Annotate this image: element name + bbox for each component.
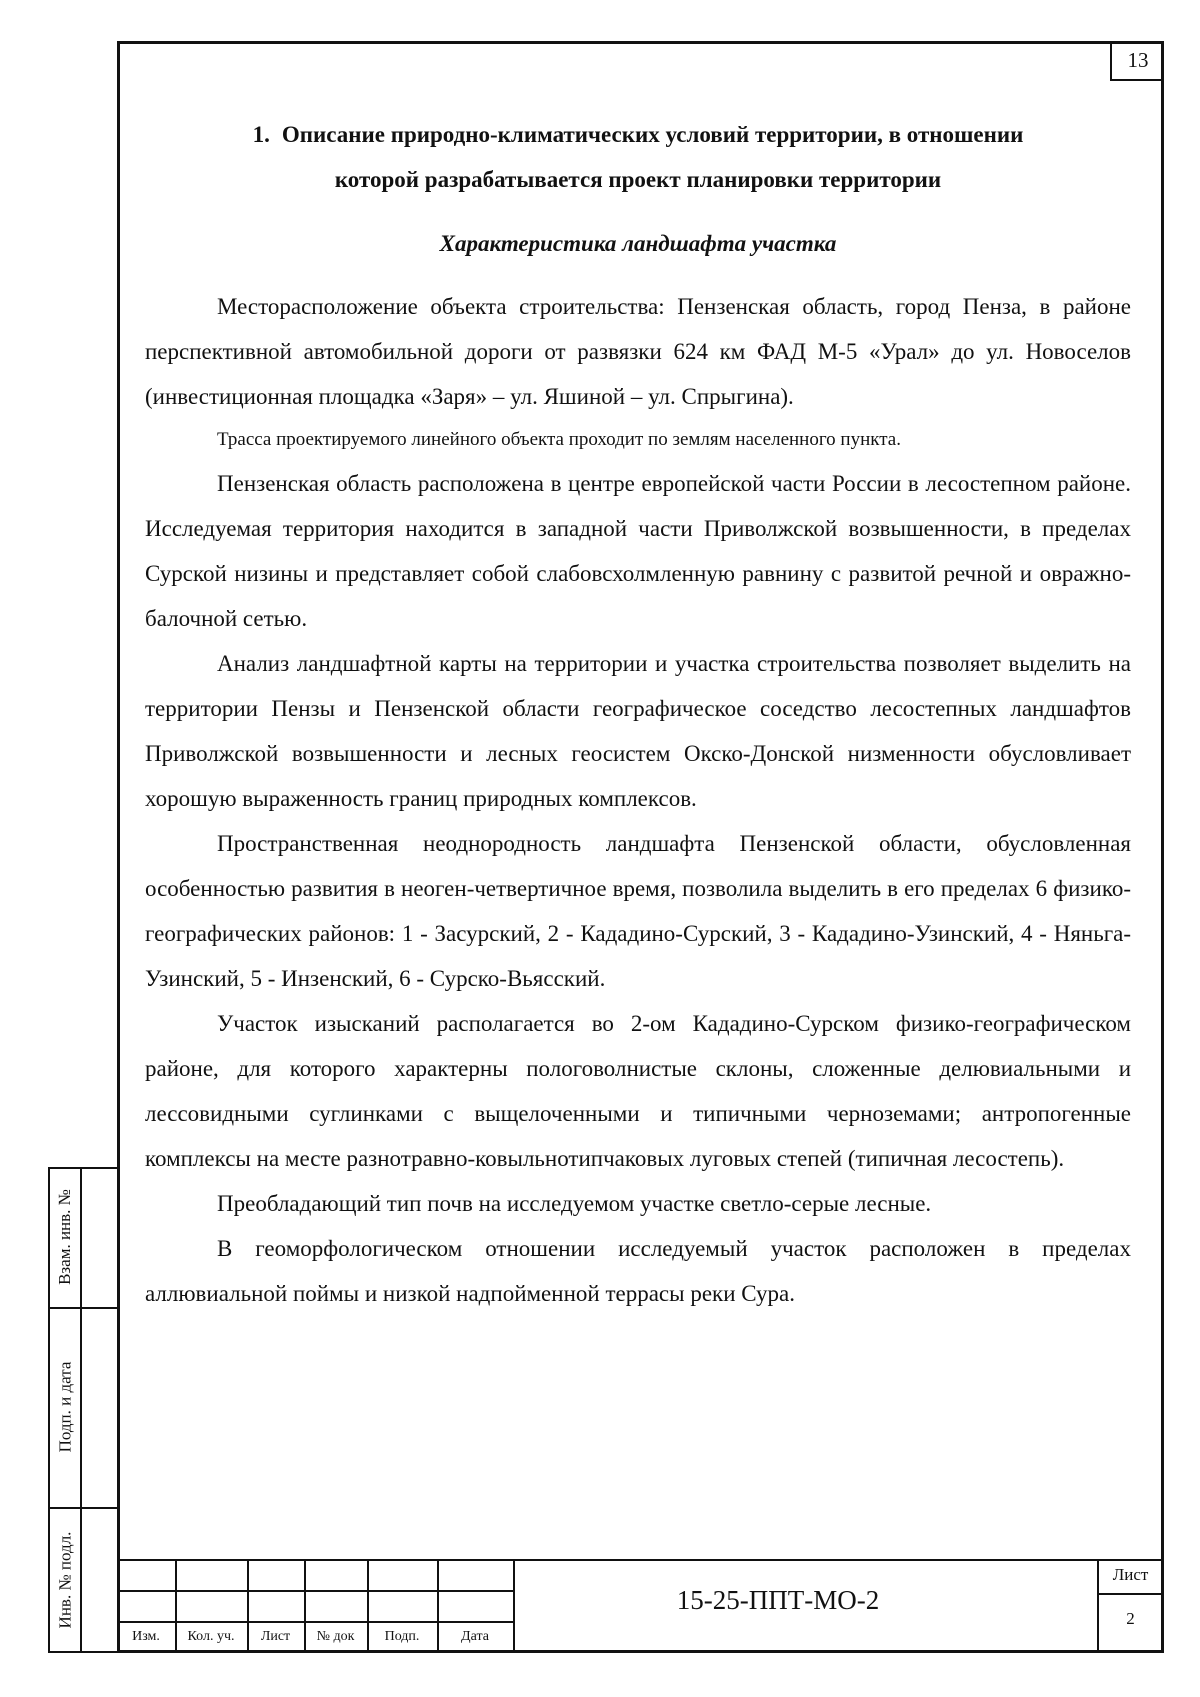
tb-dok-label: № док (316, 1629, 355, 1644)
sidebar-vzam-cell (48, 1167, 82, 1307)
tb-izm-label: Изм. (132, 1629, 160, 1644)
paragraph-route: Трасса проектируемого линейного объекта проходит по землям населенного пункта. (217, 429, 901, 450)
sidebar-inv-cell (48, 1507, 82, 1653)
document-code: 15-25-ППТ-МО-2 (676, 1585, 880, 1615)
sidebar-podp-label: Подп. и дата (55, 1361, 75, 1453)
tb-top-line (117, 1559, 1164, 1561)
sidebar-inv-label: Инв. № подл. (55, 1531, 74, 1629)
tb-data-label: Дата (461, 1629, 489, 1644)
section-heading-line2: которой разрабатывается проект планировки территории (334, 167, 942, 192)
tb-sheet-number: 2 (1126, 1609, 1135, 1628)
paragraph-region: Пензенская область расположена в центре европейской части России в лесостепном районе. Исследуемая территория находится в западной части Приволжской возвышенности, в пределах Сурской низины и представляет собой слабовсхолмленную равнину с развитой речной и овражно-балочной сетью. (145, 471, 1131, 631)
tb-list-col-label: Лист (260, 1629, 291, 1644)
sidebar-podp-cell (48, 1307, 82, 1507)
title-block (117, 1559, 1164, 1653)
paragraph-districts: Пространственная неоднородность ландшафта Пензенской области, обусловленная особенностью развития в неоген-четвертичное время, позволила выделить в его пределах 6 физико-географических районов: 1 - Засурский, 2 - Кададино-Сурский, 3 - Кададино-Узинский, 4 - Няньга-Узинский, 5 - Инзенский, 6 - Сурско-Вьясский. (145, 831, 1131, 991)
section-title-line1: Описание природно-климатических условий территории, в отношении (281, 122, 1024, 147)
page-number: 13 (1110, 41, 1164, 81)
section-number: 1. (252, 122, 270, 147)
tb-sheet-line (1097, 1593, 1164, 1595)
paragraph-soil: Преобладающий тип почв на исследуемом участке светло-серые лесные. (217, 1191, 932, 1216)
sidebar-stamp (48, 1167, 117, 1653)
paragraph-site: Участок изысканий располагается во 2-ом Кададино-Сурском физико-географическом районе, для которого характерны пологоволнистые склоны, сложенные делювиальными и лессовидными суглинками с выщелоченными и типичными черноземами; антропогенные комплексы на месте разнотравно-ковыльнотипчаковых луговых степей (типичная лесостепь). (145, 1011, 1131, 1171)
sidebar-vzam-label: Взам. инв. № (55, 1189, 74, 1285)
section-heading-line1 (145, 112, 1131, 157)
subheading: Характеристика ландшафта участка (439, 231, 837, 256)
paragraph-analysis: Анализ ландшафтной карты на территории и участка строительства позволяет выделить на территории Пензы и Пензенской области географическое соседство лесостепных ландшафтов Приволжской возвышенности и лесных геосистем Окско-Донской низменности обусловливает хорошую выраженность границ природных комплексов. (145, 651, 1131, 811)
tb-sheet-label: Лист (1112, 1565, 1149, 1584)
paragraph-location: Месторасположение объекта строительства: Пензенская область, город Пенза, в районе перспективной автомобильной дороги от развязки 624 км ФАД М-5 «Урал» до ул. Новоселов (инвестиционная площадка «Заря» – ул. Яшиной – ул. Спрыгина). (145, 294, 1131, 409)
paragraph-geomorphology: В геоморфологическом отношении исследуемый участок расположен в пределах аллювиальной поймы и низкой надпойменной террасы реки Сура. (145, 1236, 1131, 1306)
tb-kol-label: Кол. уч. (187, 1629, 235, 1644)
document-body (145, 112, 1131, 1316)
tb-podp-label: Подп. (384, 1629, 420, 1644)
